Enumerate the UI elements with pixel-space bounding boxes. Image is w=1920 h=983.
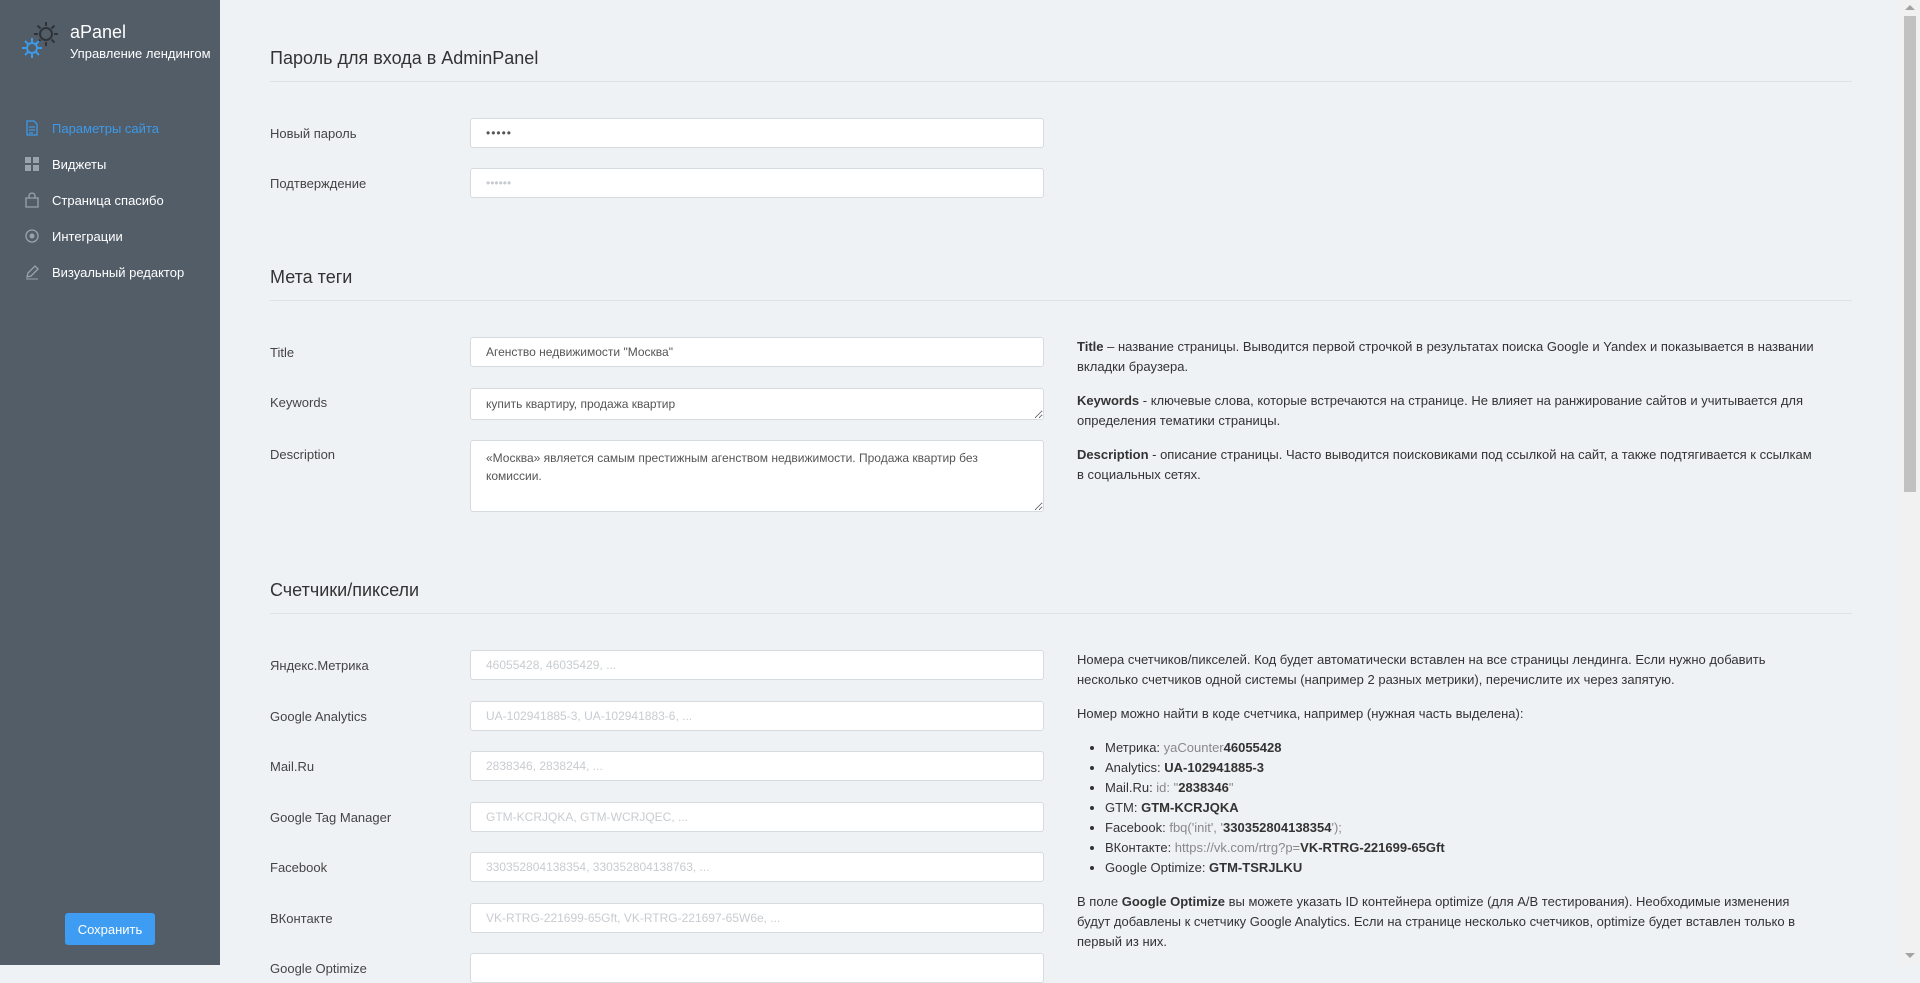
counter-label-yandex: Яндекс.Метрика	[270, 658, 369, 673]
help-title-term: Title	[1077, 339, 1104, 354]
new-password-label: Новый пароль	[270, 126, 357, 141]
list-item: • Метрика: yaCounter46055428	[1105, 738, 1822, 758]
scroll-up-arrow-icon[interactable]	[1905, 5, 1915, 10]
counters-help-optimize: В поле Google Optimize вы можете указать ID контейнера optimize (для A/B тестирования). Необходимые изменения будут добавлены к счетчику Google Analytics. Если на странице несколько счетчиков, optimize будет вставлен только в первый из них.	[1077, 894, 1796, 949]
title-input[interactable]	[470, 337, 1044, 367]
section-title-counters: Счетчики/пиксели	[270, 580, 1852, 614]
confirm-password-input[interactable]	[470, 168, 1044, 198]
counters-example-list	[1077, 738, 1822, 878]
help-title-text: – название страницы. Выводится первой строчкой в результатах поиска Google и Yandex и показывается в названии вкладки браузера.	[1077, 339, 1814, 374]
sidebar-item-integrations[interactable]	[0, 218, 220, 254]
help-description-term: Description	[1077, 447, 1149, 462]
counter-input-mailru[interactable]	[470, 751, 1044, 781]
counters-help-find: Номер можно найти в коде счетчика, например (нужная часть выделена):	[1077, 706, 1524, 721]
keywords-label: Keywords	[270, 395, 328, 410]
meta-help-text	[1077, 337, 1822, 499]
section-title-meta: Мета теги	[270, 267, 1852, 301]
document-icon	[24, 120, 40, 136]
counter-input-optimize[interactable]	[470, 953, 1044, 983]
sidebar-item-site-params[interactable]	[0, 110, 220, 146]
sidebar-nav	[0, 110, 220, 290]
list-item: • Facebook: fbq('init', '330352804138354');	[1105, 818, 1822, 838]
sidebar-item-label: Виджеты	[52, 156, 107, 172]
new-password-input[interactable]	[470, 118, 1044, 148]
counter-label-vk: ВКонтакте	[270, 911, 333, 926]
sidebar-item-label: Страница спасибо	[52, 192, 164, 208]
vertical-scrollbar[interactable]	[1900, 0, 1920, 965]
scroll-down-arrow-icon[interactable]	[1905, 953, 1915, 958]
sidebar-item-thanks-page[interactable]	[0, 182, 220, 218]
list-item: • Analytics: UA-102941885-3	[1105, 758, 1822, 778]
list-item: • Google Optimize: GTM-TSRJLKU	[1105, 858, 1822, 878]
counters-help-intro: Номера счетчиков/пикселей. Код будет автоматически вставлен на все страницы лендинга. Если нужно добавить несколько счетчиков одной системы (например 2 разных метрики), перечислите их через запятую.	[1077, 652, 1766, 687]
save-button[interactable]: Сохранить	[65, 913, 155, 945]
bag-icon	[24, 192, 40, 208]
sidebar-item-label: Параметры сайта	[52, 120, 159, 136]
help-description-text: - описание страницы. Часто выводится поисковиками под ссылкой на сайт, а также подтягивается к ссылкам в социальных сетях.	[1077, 447, 1812, 482]
help-keywords-text: - ключевые слова, которые встречаются на странице. Не влияет на ранжирование сайтов и учитывается для определения тематики страницы.	[1077, 393, 1804, 428]
app-subtitle: Управление лендингом	[70, 46, 211, 61]
sidebar-item-label: Визуальный редактор	[52, 264, 185, 280]
list-item: • GTM: GTM-KCRJQKA	[1105, 798, 1822, 818]
list-item: • Mail.Ru: id: "2838346"	[1105, 778, 1822, 798]
sidebar-item-widgets[interactable]	[0, 146, 220, 182]
sidebar	[0, 0, 220, 965]
main-content	[220, 0, 1900, 976]
help-keywords-term: Keywords	[1077, 393, 1140, 408]
counter-label-mailru: Mail.Ru	[270, 759, 315, 774]
counter-input-vk[interactable]	[470, 903, 1044, 933]
confirm-password-label: Подтверждение	[270, 176, 367, 191]
description-label: Description	[270, 447, 336, 462]
list-item: • ВКонтакте: https://vk.com/rtrg?p=VK-RTRG-221699-65Gft	[1105, 838, 1822, 858]
counters-help-text	[1077, 650, 1822, 966]
grid-icon	[24, 156, 40, 172]
title-label: Title	[270, 345, 295, 360]
counter-label-gtm: Google Tag Manager	[270, 810, 392, 825]
sidebar-item-label: Интеграции	[52, 228, 123, 244]
app-title: aPanel	[70, 22, 127, 42]
gear-logo-icon	[18, 18, 62, 62]
counter-label-facebook: Facebook	[270, 860, 328, 875]
counter-input-facebook[interactable]	[470, 852, 1044, 882]
counter-input-gtm[interactable]	[470, 802, 1044, 832]
counter-input-google-analytics[interactable]	[470, 701, 1044, 731]
counter-label-google-analytics: Google Analytics	[270, 709, 367, 724]
integration-icon	[24, 228, 40, 244]
keywords-textarea[interactable]	[470, 388, 1044, 420]
counter-label-optimize: Google Optimize	[270, 961, 367, 976]
description-textarea[interactable]	[470, 440, 1044, 512]
section-title-password: Пароль для входа в AdminPanel	[270, 48, 1852, 82]
pencil-icon	[24, 264, 40, 280]
sidebar-item-visual-editor[interactable]	[0, 254, 220, 290]
scroll-thumb[interactable]	[1904, 16, 1916, 492]
counter-input-yandex[interactable]	[470, 650, 1044, 680]
